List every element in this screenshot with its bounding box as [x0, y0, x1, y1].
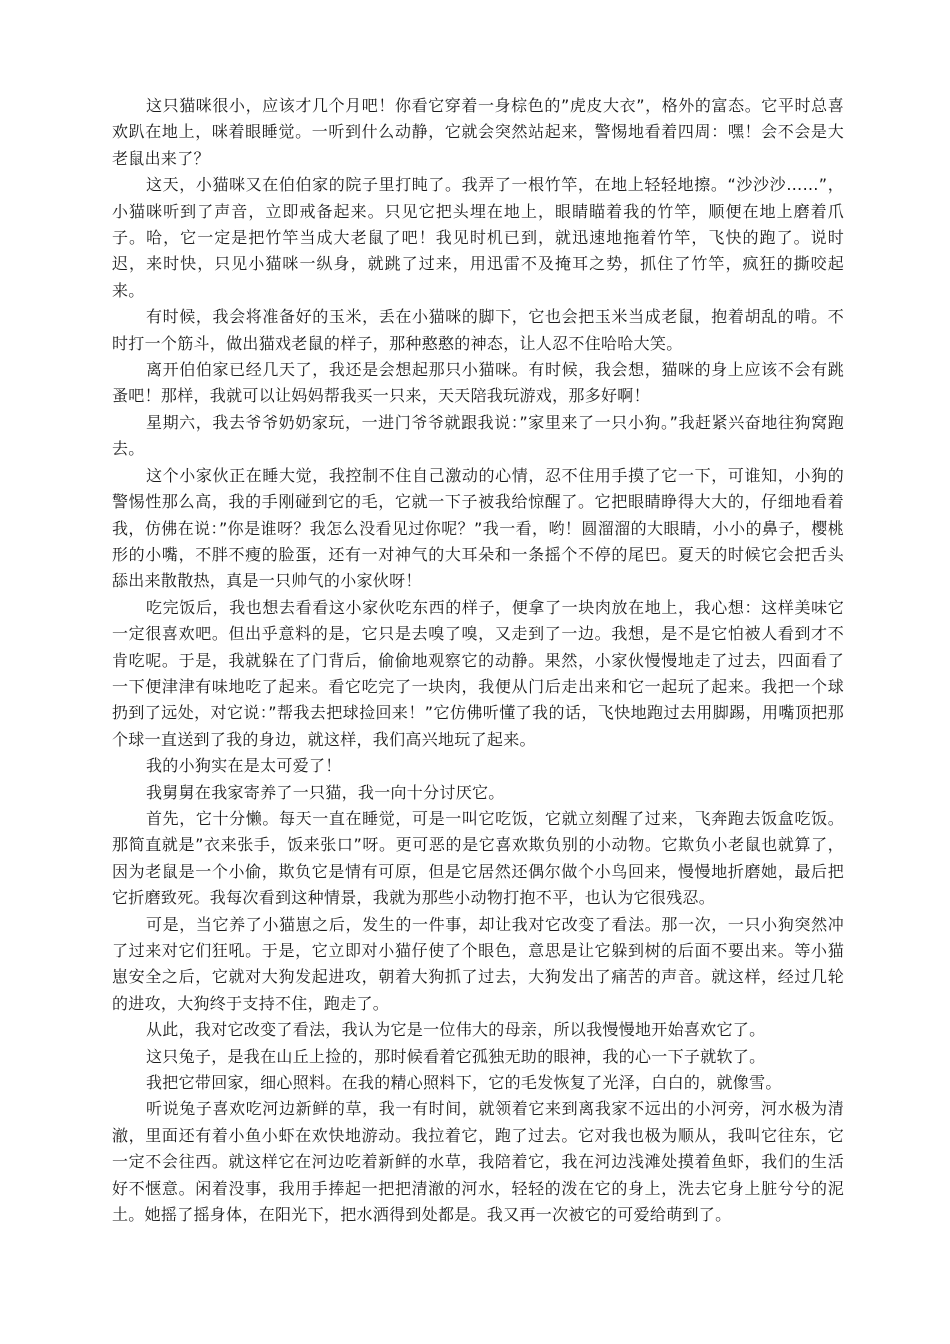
- document-body: [112, 93, 844, 1228]
- paragraph-puppy-eating: 吃完饭后，我也想去看看这小家伙吃东西的样子，便拿了一块肉放在地上，我心想：这样美味它一定很喜欢吧。但出乎意料的是，它只是去嗅了嗅，又走到了一边。我想，是不是它怕被人看到才不肯吃呢。于是，我就躲在了门背后，偷偷地观察它的动静。果然，小家伙慢慢地走了过去，四面看了一下便津津有味地吃了起来。看它吃完了一块肉，我便从门后走出来和它一起玩了起来。我把一个球扔到了远处，对它说：”帮我去把球捡回来！”它仿佛听懂了我的话，飞快地跑过去用脚踢，用嘴顶把那个球一直送到了我的身边，就这样，我们高兴地玩了起来。: [112, 597, 844, 749]
- paragraph-rabbit-found: 这只兔子，是我在山丘上捡的，那时候看着它孤独无助的眼神，我的心一下子就软了。: [146, 1046, 766, 1066]
- paragraph-cat-lazy: 首先，它十分懒。每天一直在睡觉，可是一叫它吃饭，它就立刻醒了过来，飞奔跑去饭盒吃饭。那简直就是”衣来张手，饭来张口”呀。更可恶的是它喜欢欺负别的小动物。它欺负小老鼠也就算了，因为老鼠是一个小偷，欺负它是情有可原，但是它居然还偶尔做个小鸟回来，慢慢地折磨她，最后把它折磨致死。我每次看到这种情景，我就为那些小动物打抱不平，也认为它很残忍。: [112, 808, 844, 908]
- paragraph-puppy-cute: 我的小狗实在是太可爱了！: [146, 756, 342, 776]
- paragraph-rabbit-river: 听说兔子喜欢吃河边新鲜的草，我一有时间，就领着它来到离我家不远出的小河旁，河水极为清澈，里面还有着小鱼小虾在欢快地游动。我拉着它，跑了过去。它对我也极为顺从，我叫它往东，它一定不会往西。就这样它在河边吃着新鲜的水草，我陪着它，我在河边浅滩处摸着鱼虾，我们的生活好不惬意。闲着没事，我用手捧起一把把清澈的河水，轻轻的泼在它的身上，洗去它身上脏兮兮的泥土。她摇了摇身体，在阳光下，把水洒得到处都是。我又再一次被它的可爱给萌到了。: [112, 1099, 844, 1225]
- paragraph-cat-change: 从此，我对它改变了看法，我认为它是一位伟大的母亲，所以我慢慢地开始喜欢它了。: [146, 1020, 766, 1040]
- paragraph-puppy-description: 这个小家伙正在睡大觉，我控制不住自己激动的心情，忍不住用手摸了它一下，可谁知，小狗的警惕性那么高，我的手刚碰到它的毛，它就一下子被我给惊醒了。它把眼睛睁得大大的，仔细地看着我，仿佛在说：”你是谁呀？我怎么没看见过你呢？”我一看，哟！圆溜溜的大眼睛，小小的鼻子，樱桃形的小嘴，不胖不瘦的脸蛋，还有一对神气的大耳朵和一条摇个不停的尾巴。夏天的时候它会把舌头舔出来散散热，真是一只帅气的小家伙呀！: [112, 465, 844, 591]
- paragraph-rabbit-care: 我把它带回家，细心照料。在我的精心照料下，它的毛发恢复了光泽，白白的，就像雪。: [146, 1073, 782, 1093]
- paragraph-kitten-corn: 有时候，我会将准备好的玉米，丢在小猫咪的脚下，它也会把玉米当成老鼠，抱着胡乱的啃。不时打一个筋斗，做出猫戏老鼠的样子，那种憨憨的神态，让人忍不住哈哈大笑。: [112, 307, 844, 353]
- paragraph-cat-protect: 可是，当它养了小猫崽之后，发生的一件事，却让我对它改变了看法。那一次，一只小狗突然冲了过来对它们狂吼。于是，它立即对小猫仔使了个眼色，意思是让它躲到树的后面不要出来。等小猫崽安全之后，它就对大狗发起进攻，朝着大狗抓了过去，大狗发出了痛苦的声音。就这样，经过几轮的进攻，大狗终于支持不住，跑走了。: [112, 914, 844, 1013]
- paragraph-kitten-intro: 这只猫咪很小，应该才几个月吧！你看它穿着一身棕色的”虎皮大衣”，格外的富态。它平时总喜欢趴在地上，咪着眼睡觉。一听到什么动静，它就会突然站起来，警惕地看着四周：嘿！会不会是大老鼠出来了？: [112, 96, 844, 168]
- paragraph-kitten-missing: 离开伯伯家已经几天了，我还是会想起那只小猫咪。有时候，我会想，猫咪的身上应该不会有跳蚤吧！那样，我就可以让妈妈帮我买一只来，天天陪我玩游戏，那多好啊！: [112, 360, 844, 406]
- paragraph-kitten-bamboo: 这天，小猫咪又在伯伯家的院子里打盹了。我弄了一根竹竿，在地上轻轻地擦。“沙沙沙……”，小猫咪听到了声音，立即戒备起来。只见它把头埋在地上，眼睛瞄着我的竹竿，顺便在地上磨着爪子。哈，它一定是把竹竿当成大老鼠了吧！我见时机已到，就迅速地拖着竹竿，飞快的跑了。说时迟，来时快，只见小猫咪一纵身，就跳了过来，用迅雷不及掩耳之势，抓住了竹竿，疯狂的撕咬起来。: [112, 175, 844, 300]
- paragraph-cat-intro: 我舅舅在我家寄养了一只猫，我一向十分讨厌它。: [146, 782, 505, 802]
- paragraph-puppy-arrival: 星期六，我去爷爷奶奶家玩，一进门爷爷就跟我说：”家里来了一只小狗。”我赶紧兴奋地往狗窝跑去。: [112, 412, 844, 459]
